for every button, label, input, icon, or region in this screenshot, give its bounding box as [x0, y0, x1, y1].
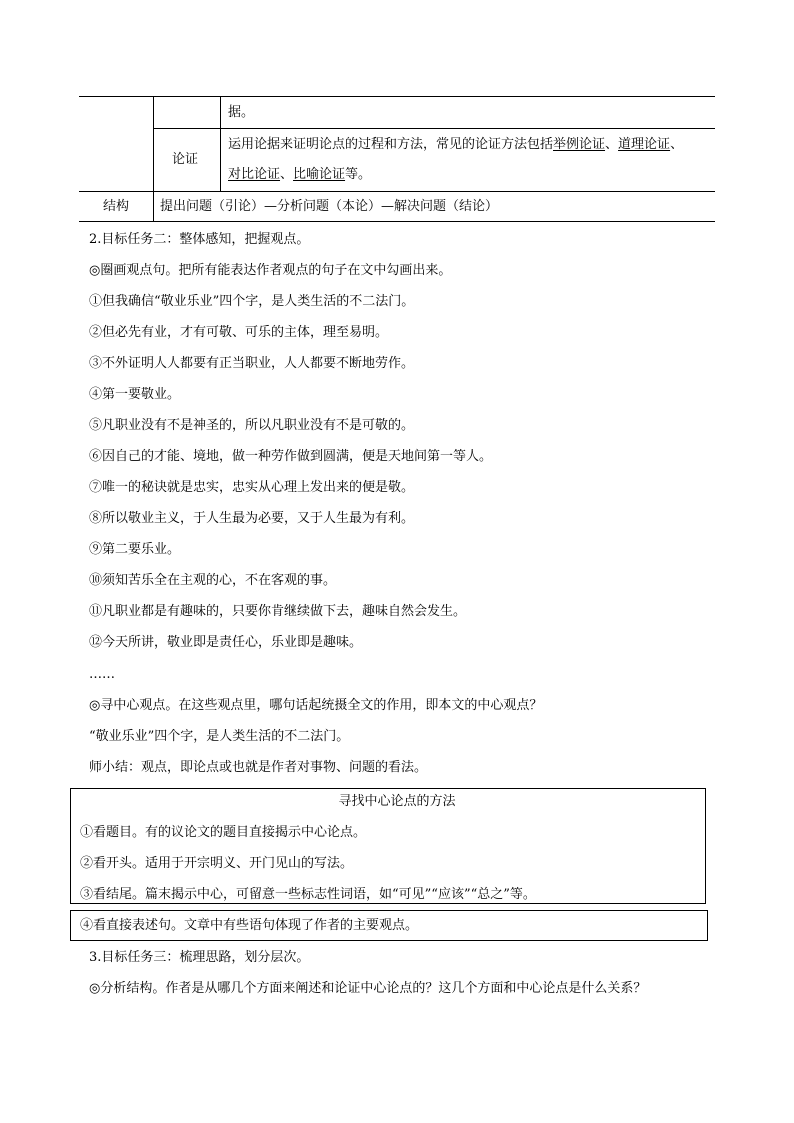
find-center-instruction: ◎寻中心观点。在这些观点里，哪句话起统摄全文的作用，即本文的中心观点？ — [89, 698, 543, 713]
separator: 、 — [605, 137, 619, 152]
method-item: ④看直接表述句。文章中有些语句体现了作者的主要观点。 — [80, 918, 419, 933]
method-item: ①看题目。有的议论文的题目直接揭示中心论点。 — [80, 825, 367, 840]
table-top-border — [79, 96, 715, 97]
task3-instruction: ◎分析结构。作者是从哪几个方面来阐述和论证中心论点的？这几个方面和中心论点是什么关系？ — [89, 981, 647, 996]
method-contrast: 对比论证 — [228, 167, 281, 182]
viewpoint-item: ①但我确信“敬业乐业”四个字，是人类生活的不二法门。 — [89, 294, 415, 309]
viewpoint-item: ③不外证明人人都要有正当职业，人人都要不断地劳作。 — [89, 356, 415, 371]
task2-heading: 2.目标任务二：整体感知，把握观点。 — [89, 232, 310, 247]
table-col-divider — [220, 96, 221, 192]
separator: 、 — [280, 167, 294, 182]
table-row3-text: 提出问题（引论）—分析问题（本论）—解决问题（结论） — [160, 199, 499, 214]
method-example: 举例论证 — [553, 137, 606, 152]
row2-prefix: 运用论据来证明论点的过程和方法，常见的论证方法包括 — [228, 137, 554, 152]
method-metaphor: 比喻论证 — [293, 167, 346, 182]
table-row-divider — [153, 128, 715, 129]
viewpoint-item: ④第一要敬业。 — [89, 387, 181, 402]
viewpoint-item: ⑩须知苦乐全在主观的心，不在客观的事。 — [89, 573, 337, 588]
table-row-divider — [79, 191, 715, 192]
viewpoint-item: ⑪凡职业都是有趣味的，只要你肯继续做下去，趣味自然会发生。 — [89, 604, 467, 619]
viewpoint-item: ⑧所以敬业主义，于人生最为必要，又于人生最为有利。 — [89, 511, 415, 526]
viewpoint-item: ⑦唯一的秘诀就是忠实，忠实从心理上发出来的便是敬。 — [89, 480, 415, 495]
viewpoint-item: ⑤凡职业没有不是神圣的，所以凡职业没有不是可敬的。 — [89, 418, 415, 433]
viewpoint-item: ⑥因自己的才能、境地，做一种劳作做到圆满，便是天地间第一等人。 — [89, 449, 493, 464]
viewpoint-item: ⑫今天所讲，敬业即是责任心，乐业即是趣味。 — [89, 635, 363, 650]
task3-heading: 3.目标任务三：梳理思路，划分层次。 — [89, 950, 310, 965]
method-box-title: 寻找中心论点的方法 — [338, 794, 456, 809]
table-row2-text-line2 — [228, 166, 371, 184]
method-item: ②看开头。适用于开宗明义、开门见山的写法。 — [80, 856, 354, 871]
table-row2-label: 论证 — [172, 152, 199, 167]
method-item: ③看结尾。篇末揭示中心，可留意一些标志性词语，如“可见”“应该”“总之”等。 — [80, 887, 536, 902]
row2-suffix: 等。 — [345, 167, 372, 182]
method-reasoning: 道理论证 — [618, 137, 671, 152]
ellipsis: …… — [89, 667, 115, 682]
table-row3-label: 结构 — [103, 199, 130, 214]
separator: 、 — [670, 137, 684, 152]
table-bottom-border — [79, 221, 715, 222]
table-row1-text: 据。 — [228, 105, 255, 120]
teacher-summary: 师小结：观点，即论点或也就是作者对事物、问题的看法。 — [89, 760, 428, 775]
table-col-divider — [153, 96, 154, 222]
viewpoint-item: ②但必先有业，才有可敬、可乐的主体，理至易明。 — [89, 325, 389, 340]
viewpoint-item: ⑨第二要乐业。 — [89, 542, 181, 557]
center-argument-answer: “敬业乐业”四个字，是人类生活的不二法门。 — [89, 729, 350, 744]
table-row2-text — [228, 136, 683, 154]
task2-instruction: ◎圈画观点句。把所有能表达作者观点的句子在文中勾画出来。 — [89, 263, 452, 278]
